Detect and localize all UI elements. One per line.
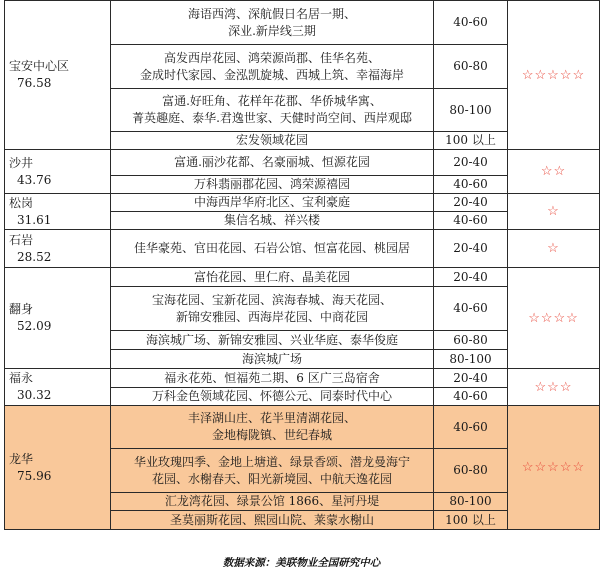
estates-cell xyxy=(111,132,434,150)
estates-cell xyxy=(111,287,434,331)
estates-cell xyxy=(111,406,434,449)
district-value: 28.52 xyxy=(17,249,52,264)
price-range-cell: 40-60 xyxy=(434,287,508,331)
estates-cell xyxy=(111,230,434,268)
star-rating: ☆ xyxy=(508,194,600,230)
estates-cell xyxy=(111,89,434,132)
district-cell xyxy=(5,1,111,150)
star-rating: ☆☆☆☆ xyxy=(508,268,600,369)
estate-line: 华业玫瑰四季、金地上塘道、绿景香颂、潜龙曼海宁 xyxy=(133,454,410,469)
estates-cell xyxy=(111,388,434,406)
star-rating: ☆☆☆ xyxy=(508,369,600,406)
district-name: 石岩 xyxy=(9,232,34,247)
price-range-cell: 20-40 xyxy=(434,230,508,268)
price-range-cell: 60-80 xyxy=(434,331,508,350)
estate-line: 福永花苑、恒福苑二期、6 区广三岛宿舍 xyxy=(164,370,380,385)
district-name: 翻身 xyxy=(9,302,34,316)
estate-line: 万科金色领域花园、怀德公元、同泰时代中心 xyxy=(151,389,392,403)
table-row xyxy=(5,1,600,45)
table-row xyxy=(5,150,600,176)
price-range-cell: 40-60 xyxy=(434,212,508,230)
estates-cell xyxy=(111,449,434,493)
estate-line: 深业.新岸线三期 xyxy=(228,23,316,38)
star-rating: ☆☆☆☆☆ xyxy=(508,406,600,530)
estates-cell xyxy=(111,493,434,511)
district-value: 43.76 xyxy=(17,172,52,187)
estate-line: 丰泽湖山庄、花半里清湖花园、 xyxy=(187,411,356,425)
estates-cell xyxy=(111,194,434,212)
estate-line: 佳华豪苑、官田花园、石岩公馆、恒富花园、桃园居 xyxy=(133,241,410,255)
price-range-cell: 100 以上 xyxy=(434,511,508,530)
estates-cell xyxy=(111,212,434,230)
estate-line: 集信名城、祥兴楼 xyxy=(223,213,320,227)
estate-line: 圣莫丽斯花园、熙园山院、莱蒙水榭山 xyxy=(169,512,374,527)
district-cell xyxy=(5,150,111,194)
district-value: 31.61 xyxy=(17,212,52,227)
price-range-cell: 80-100 xyxy=(434,89,508,132)
price-range-cell: 20-40 xyxy=(434,150,508,176)
price-range-cell: 60-80 xyxy=(434,449,508,493)
price-range-cell: 100 以上 xyxy=(434,132,508,150)
price-range-cell: 60-80 xyxy=(434,45,508,89)
district-cell xyxy=(5,268,111,369)
estates-cell xyxy=(111,331,434,350)
district-value: 75.96 xyxy=(17,468,52,483)
estate-line: 宏发领域花园 xyxy=(235,133,308,147)
table-row xyxy=(5,406,600,449)
district-name: 宝安中心区 xyxy=(9,59,70,73)
district-cell xyxy=(5,194,111,230)
estate-line: 富通.丽沙花都、名豪丽城、恒源花园 xyxy=(174,155,370,169)
table-row xyxy=(5,268,600,287)
estate-line: 富通.好旺角、花样年花郡、华侨城华寓、 xyxy=(162,94,382,108)
estate-line: 高发西岸花园、鸿荣源尚郡、佳华名苑、 xyxy=(163,50,380,65)
district-value: 76.58 xyxy=(17,76,52,90)
price-range-cell: 20-40 xyxy=(434,194,508,212)
price-range-cell: 80-100 xyxy=(434,350,508,369)
estate-line: 花园、水榭春天、阳光新境园、中航天逸花园 xyxy=(151,471,392,486)
estate-line: 海滨城广场 xyxy=(241,351,302,366)
price-range-cell: 40-60 xyxy=(434,388,508,406)
estate-line: 海滨城广场、新锦安雅园、兴业华庭、泰华俊庭 xyxy=(145,332,398,347)
estates-cell xyxy=(111,369,434,388)
district-cell xyxy=(5,369,111,406)
district-name: 沙井 xyxy=(9,155,34,170)
estate-line: 富怡花园、里仁府、晶美花园 xyxy=(193,269,350,284)
price-range-cell: 80-100 xyxy=(434,493,508,511)
table-row xyxy=(5,194,600,212)
district-cell xyxy=(5,406,111,530)
estate-line: 海语西湾、深航假日名居一期、 xyxy=(187,6,356,21)
price-range-cell: 40-60 xyxy=(434,176,508,194)
star-rating: ☆☆☆☆☆ xyxy=(508,1,600,150)
estate-line: 中海西岸华府北区、宝利豪庭 xyxy=(193,195,350,209)
estates-cell xyxy=(111,176,434,194)
district-name: 福永 xyxy=(9,371,34,385)
estates-cell xyxy=(111,45,434,89)
district-name: 龙华 xyxy=(9,451,34,466)
price-range-cell: 20-40 xyxy=(434,369,508,388)
price-range-cell: 20-40 xyxy=(434,268,508,287)
estate-line: 宝海花园、宝新花园、滨海春城、海天花园、 xyxy=(151,292,392,307)
table-row xyxy=(5,369,600,388)
estate-line: 新锦安雅园、西海岸花园、中商花园 xyxy=(175,309,368,324)
housing-table xyxy=(4,0,600,530)
star-rating: ☆☆ xyxy=(508,150,600,194)
estate-line: 金地梅陇镇、世纪春城 xyxy=(211,428,332,442)
estates-cell xyxy=(111,511,434,530)
estates-cell xyxy=(111,150,434,176)
district-name: 松岗 xyxy=(9,195,34,210)
estate-line: 金成时代家园、金泓凯旋城、西城上筑、幸福海岸 xyxy=(139,67,404,82)
district-value: 30.32 xyxy=(17,388,52,402)
estate-line: 汇龙湾花园、绿景公馆 1866、星河丹堤 xyxy=(164,494,380,508)
district-value: 52.09 xyxy=(17,319,52,333)
star-rating: ☆ xyxy=(508,230,600,268)
estates-cell xyxy=(111,350,434,369)
district-cell xyxy=(5,230,111,268)
estates-cell xyxy=(111,1,434,45)
table-row xyxy=(5,230,600,268)
estate-line: 菁英趣庭、泰华.君逸世家、天健时尚空间、西岸观邸 xyxy=(132,111,412,125)
price-range-cell: 40-60 xyxy=(434,406,508,449)
estates-cell xyxy=(111,268,434,287)
estate-line: 万科翡丽郡花园、鸿荣源禧园 xyxy=(193,177,350,191)
price-range-cell: 40-60 xyxy=(434,1,508,45)
data-source-note: 数据来源：美联物业全国研究中心 xyxy=(222,557,381,569)
